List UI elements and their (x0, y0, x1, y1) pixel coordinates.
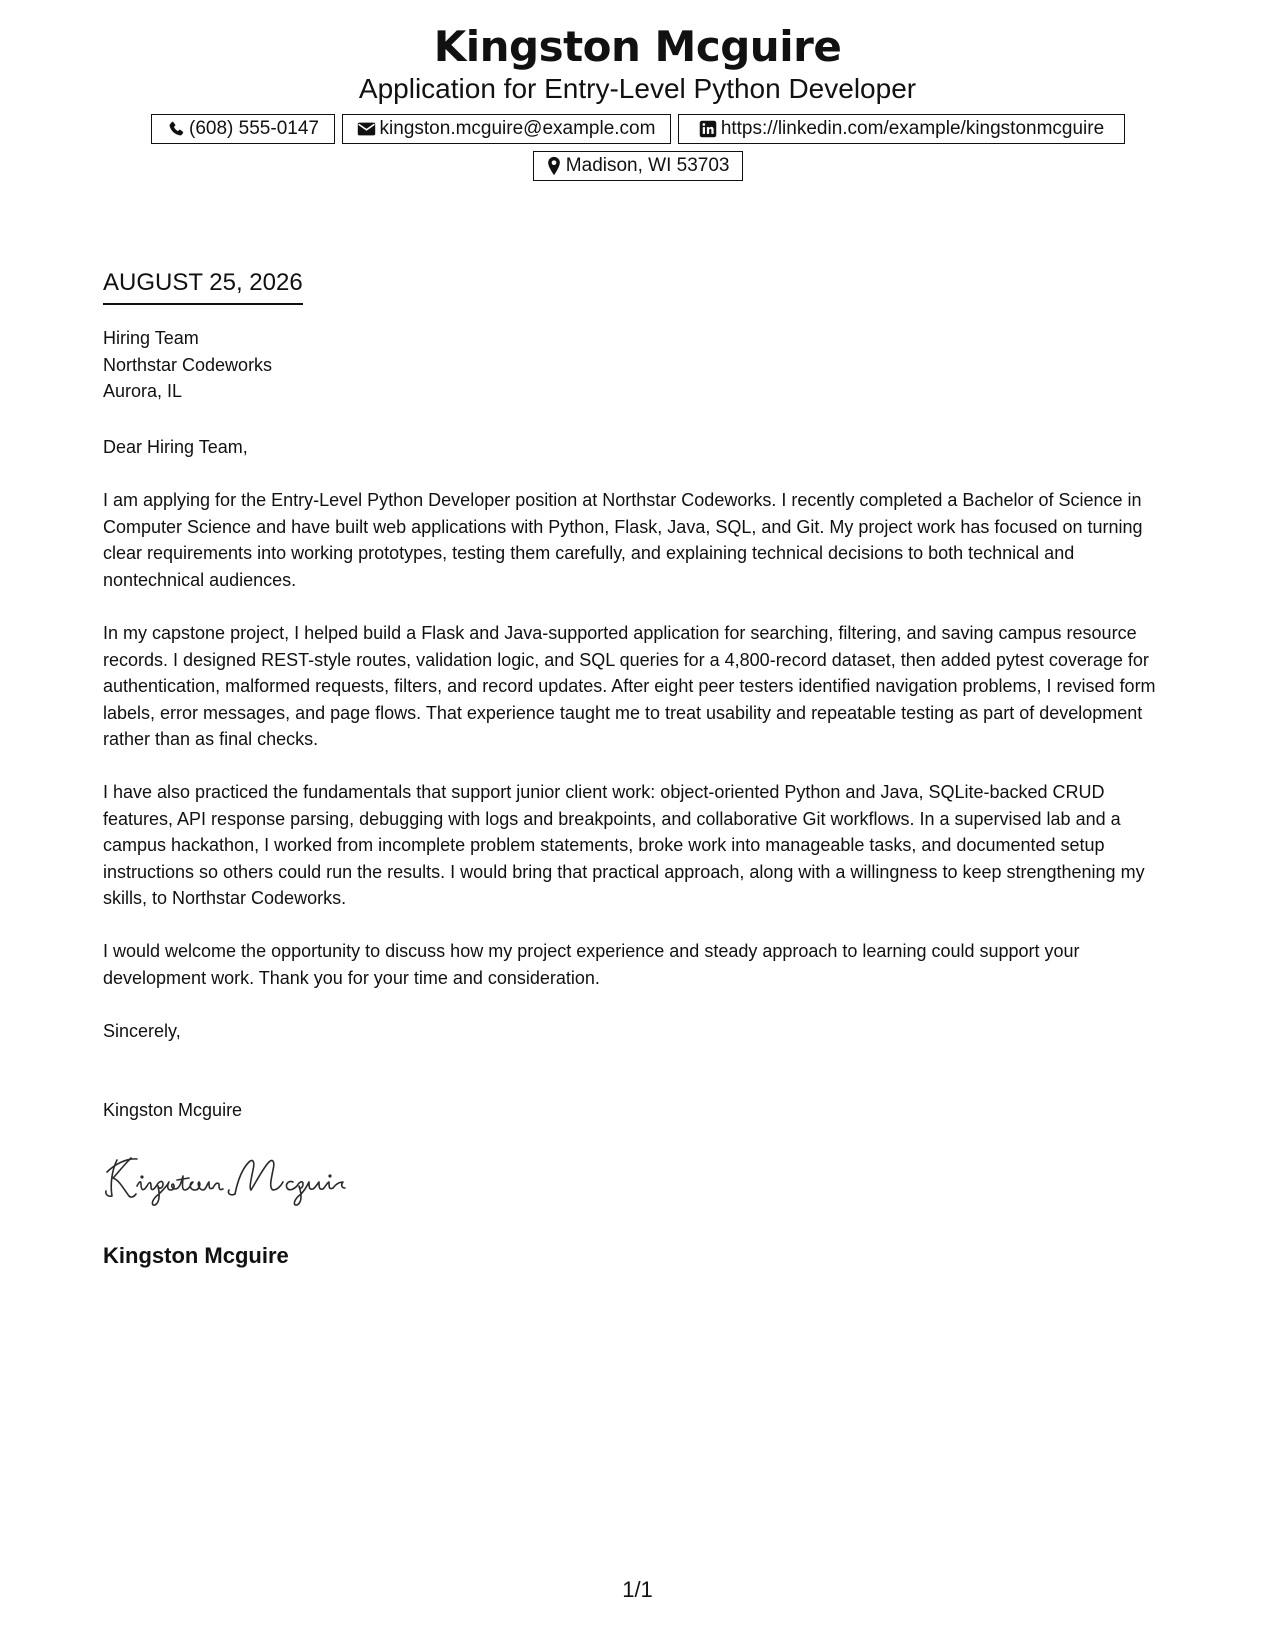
phone-icon (166, 119, 186, 139)
location-contact (533, 151, 743, 181)
letter-date: AUGUST 25, 2026 (103, 268, 303, 305)
handwritten-signature (103, 1150, 373, 1208)
phone-text: (608) 555-0147 (189, 118, 319, 139)
page-number: 1/1 (622, 1577, 653, 1602)
application-subtitle: Application for Entry-Level Python Developer (358, 73, 917, 104)
location-text: Madison, WI 53703 (565, 155, 730, 176)
signature-name: Kingston Mcguire (103, 1243, 289, 1268)
body-paragraph: I have also practiced the fundamentals that support junior client work: object-oriented Python and Java, SQLite-backed CRUD features, API response parsing, debugging with logs and breakpoints, and collaborative Git workflows. In a supervised lab and a campus hackathon, I worked from incomplete problem statements, broke work into manageable tasks, and documented setup instructions so others could run the results. I would bring that practical approach, along with a willingness to keep strengthening my skills, to Northstar Codeworks. (103, 782, 1145, 908)
phone-contact (151, 114, 335, 144)
envelope-icon (357, 119, 377, 139)
closing: Sincerely, (103, 1021, 181, 1041)
map-marker-icon (546, 156, 563, 176)
recipient-line: Northstar Codeworks (103, 354, 273, 375)
body-paragraph: I would welcome the opportunity to discuss how my project experience and steady approach to learning could support your development work. Thank you for your time and consideration. (103, 941, 1080, 988)
applicant-name: Kingston Mcguire (433, 22, 842, 71)
contact-row (0, 151, 1275, 181)
linkedin-icon (698, 119, 718, 139)
recipient-line: Hiring Team (103, 328, 199, 348)
salutation: Dear Hiring Team, (103, 437, 248, 457)
letter-header (0, 22, 1275, 106)
email-text: kingston.mcguire@example.com (379, 118, 656, 139)
email-contact (342, 114, 671, 144)
recipient-block (103, 325, 1178, 405)
linkedin-text: https://linkedin.com/example/kingstonmcguire (720, 118, 1105, 139)
contact-row (0, 114, 1275, 144)
body-paragraph: I am applying for the Entry-Level Python Developer position at Northstar Codeworks. I recently completed a Bachelor of Science in Computer Science and have built web applications with Python, Flask, Java, SQL, and Git. My project work has focused on turning clear requirements into working prototypes, testing them carefully, and explaining technical decisions to both technical and nontechnical audiences. (103, 490, 1143, 590)
linkedin-contact (678, 114, 1125, 144)
body-paragraph: In my capstone project, I helped build a Flask and Java-supported application for searching, filtering, and saving campus resource records. I designed REST-style routes, validation logic, and SQL queries for a 4,800-record dataset, then added pytest coverage for authentication, malformed requests, filters, and record updates. After eight peer testers identified navigation problems, I revised form labels, error messages, and page flows. That experience taught me to treat usability and repeatable testing as part of development rather than as final checks. (103, 623, 1156, 749)
recipient-line: Aurora, IL (103, 381, 183, 401)
typed-name: Kingston Mcguire (103, 1100, 243, 1120)
